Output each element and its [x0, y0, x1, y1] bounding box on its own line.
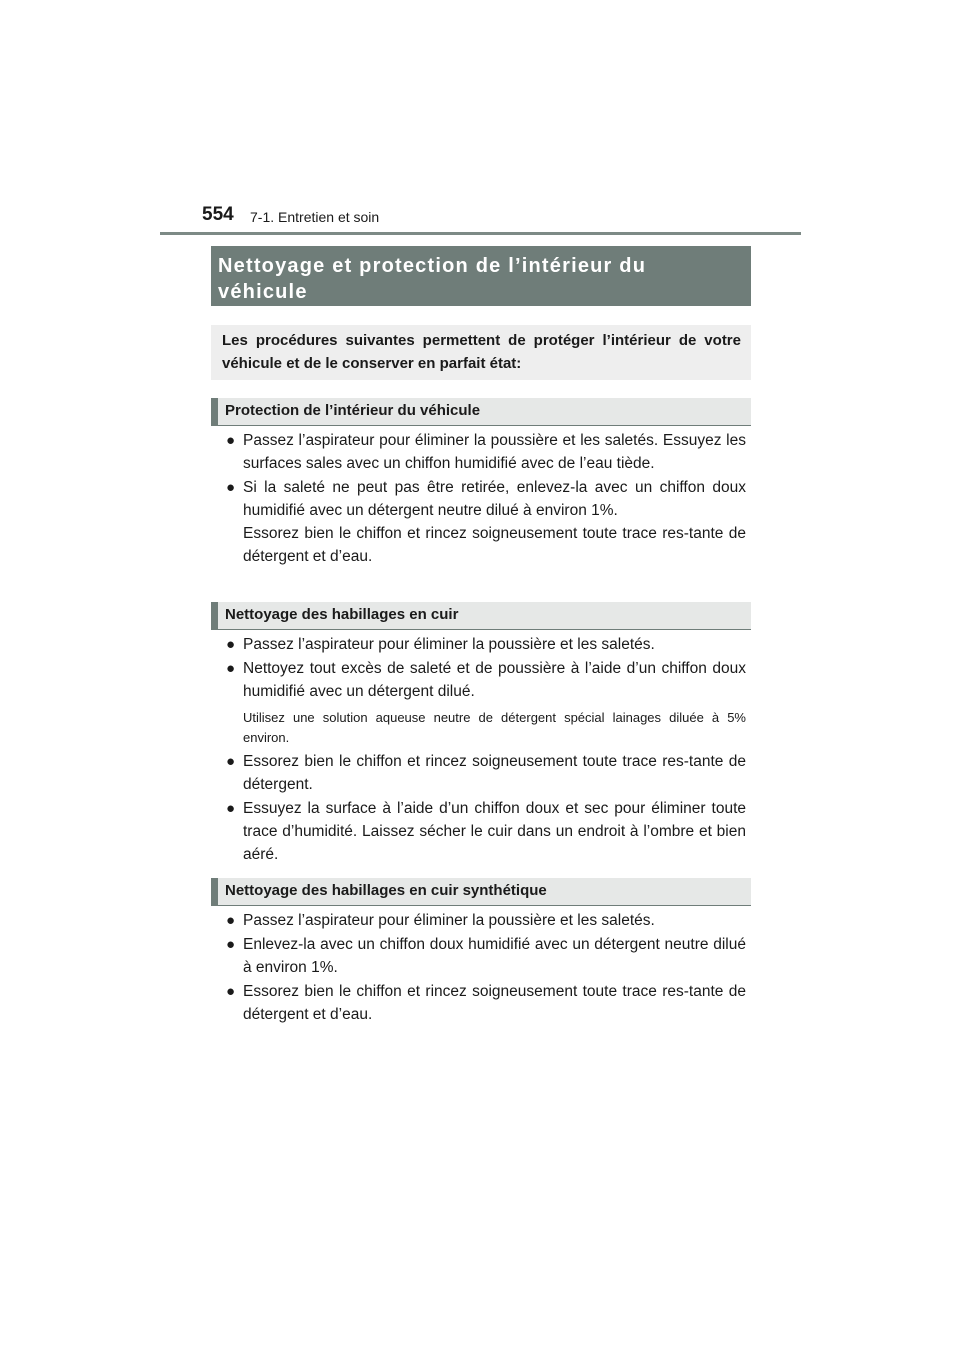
list-item	[226, 750, 746, 796]
list-interior-protection	[226, 429, 746, 569]
list-item	[226, 797, 746, 866]
bullet-icon: ●	[226, 753, 236, 770]
list-leather-cleaning	[226, 633, 746, 704]
list-item	[226, 429, 746, 475]
list-item	[226, 633, 746, 656]
subheading-label: Nettoyage des habillages en cuir	[225, 606, 459, 623]
intro-text: Les procédures suivantes permettent de protéger l’intérieur de votre véhicule et de le conserver en parfait état:	[222, 332, 741, 372]
page-number: 554	[202, 204, 234, 225]
bullet-icon: ●	[226, 636, 236, 653]
bullet-icon: ●	[226, 432, 236, 449]
bullet-icon: ●	[226, 800, 236, 817]
list-leather-cleaning-continued	[226, 750, 746, 867]
bullet-icon: ●	[226, 936, 236, 953]
list-item-text: Nettoyez tout excès de saleté et de poussière à l’aide d’un chiffon doux humidifié avec un détergent dilué.	[243, 660, 746, 700]
list-item-text: Essuyez la surface à l’aide d’un chiffon doux et sec pour éliminer toute trace d’humidité. Laissez sécher le cuir dans un endroit à l’ombre et bien aéré.	[243, 800, 746, 863]
list-item-text: Enlevez-la avec un chiffon doux humidifié avec un détergent neutre dilué à environ 1%.	[243, 936, 746, 976]
page-header	[160, 204, 800, 236]
list-item	[226, 476, 746, 568]
list-item	[226, 980, 746, 1026]
page-title-line-1: Nettoyage et protection de l’intérieur du	[218, 255, 647, 277]
list-item-text: Passez l’aspirateur pour éliminer la poussière et les saletés. Essuyez les surfaces sales avec un chiffon humidifié avec de l’eau tiède.	[243, 432, 746, 472]
bullet-icon: ●	[226, 983, 236, 1000]
page-title-line-2: véhicule	[218, 281, 308, 303]
bullet-icon: ●	[226, 660, 236, 677]
list-item	[226, 933, 746, 979]
list-item	[226, 909, 746, 932]
page-title	[211, 246, 751, 306]
intro-box	[211, 325, 751, 380]
subheading-synthetic-leather-cleaning	[211, 878, 751, 906]
note-text: Utilisez une solution aqueuse neutre de détergent spécial lainages diluée à 5% environ.	[243, 710, 746, 745]
list-item	[226, 657, 746, 703]
bullet-icon: ●	[226, 912, 236, 929]
list-item-text: Passez l’aspirateur pour éliminer la poussière et les saletés.	[243, 912, 655, 929]
section-breadcrumb: 7-1. Entretien et soin	[250, 209, 380, 225]
list-item-text: Essorez bien le chiffon et rincez soigneusement toute trace res-tante de détergent et d’eau.	[243, 983, 746, 1023]
subheading-label: Nettoyage des habillages en cuir synthétique	[225, 882, 547, 899]
list-item-text: Si la saleté ne peut pas être retirée, enlevez-la avec un chiffon doux humidifié avec un détergent neutre dilué à environ 1%.	[243, 479, 746, 519]
subheading-leather-cleaning	[211, 602, 751, 630]
subheading-interior-protection	[211, 398, 751, 426]
header-divider	[160, 232, 801, 235]
list-item-text: Passez l’aspirateur pour éliminer la poussière et les saletés.	[243, 636, 655, 653]
subheading-label: Protection de l’intérieur du véhicule	[225, 402, 481, 419]
list-item-text: Essorez bien le chiffon et rincez soigneusement toute trace res-tante de détergent.	[243, 753, 746, 793]
bullet-icon: ●	[226, 479, 236, 496]
list-synthetic-leather-cleaning	[226, 909, 746, 1027]
list-item-continuation: Essorez bien le chiffon et rincez soigneusement toute trace res-tante de détergent et d’eau.	[243, 525, 746, 565]
